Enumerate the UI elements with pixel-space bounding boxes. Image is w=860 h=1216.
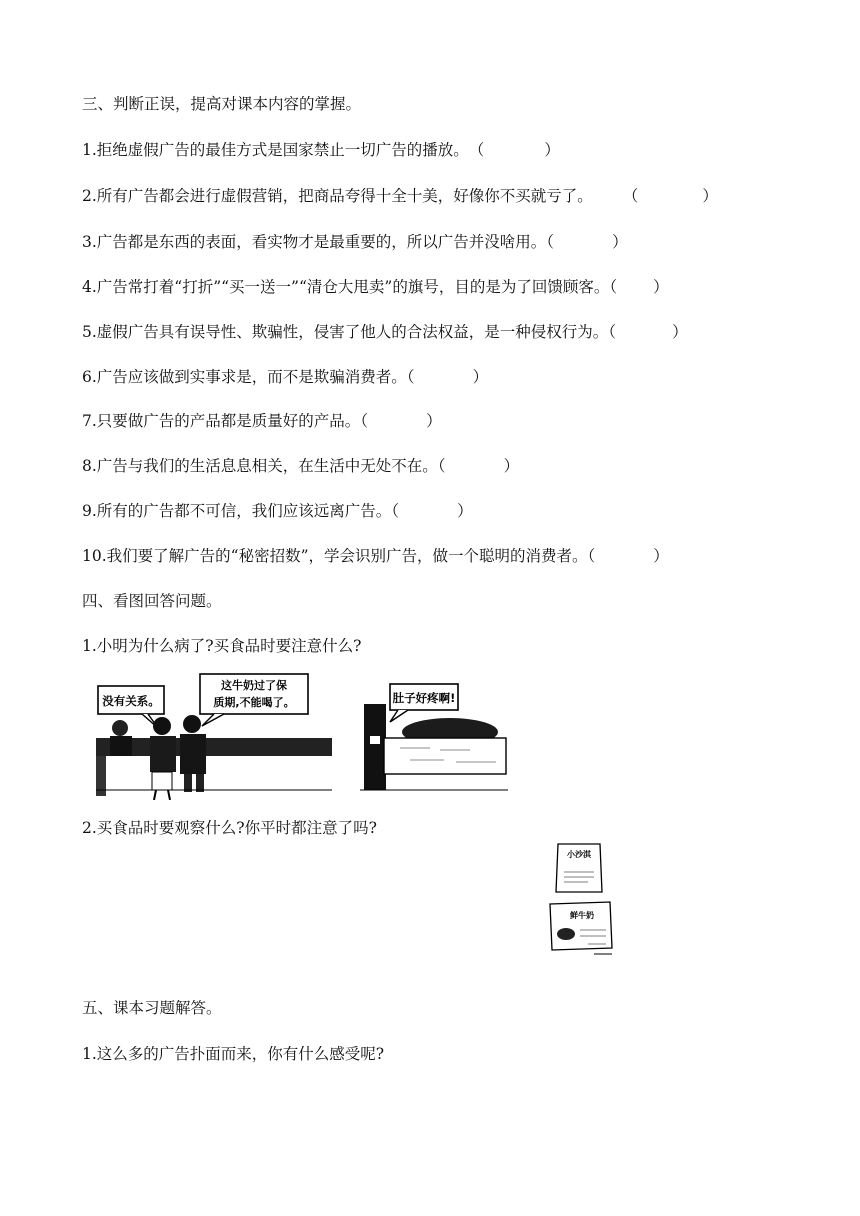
answer-open-paren: （: [546, 233, 555, 251]
question-item: [82, 277, 669, 297]
question-text: 10.我们要了解广告的“秘密招数”，学会识别广告，做一个聪明的消费者。: [82, 547, 588, 565]
question-item: [82, 501, 473, 521]
question-4-2: 2.买食品时要观察什么?你平时都注意了吗?: [82, 819, 377, 837]
question-item: [82, 411, 442, 431]
answer-close-paren: ）: [653, 547, 669, 565]
answer-open-paren: （: [437, 457, 446, 475]
package-snack-title: 小沙淇: [567, 850, 591, 859]
answer-close-paren: ）: [672, 323, 688, 341]
answer-open-paren: （: [622, 187, 639, 205]
question-text: 5.虚假广告具有误导性、欺骗性，侵害了他人的合法权益，是一种侵权行为。: [82, 323, 609, 341]
question-text: 2.所有广告都会进行虚假营销，把商品夸得十全十美，好像你不买就亏了。: [82, 187, 593, 205]
question-4-1: 1.小明为什么病了?买食品时要注意什么?: [82, 637, 362, 655]
question-5-1: 1.这么多的广告扑面而来，你有什么感受呢?: [82, 1045, 385, 1063]
question-item: [82, 232, 628, 252]
comic-panel-sick: [360, 676, 508, 792]
answer-open-paren: （: [587, 547, 596, 565]
answer-close-paren: ）: [472, 368, 489, 386]
answer-close-paren: ）: [612, 233, 628, 251]
answer-close-paren: ）: [457, 502, 473, 520]
section4-heading: 四、看图回答问题。: [82, 592, 222, 610]
answer-open-paren: （: [406, 368, 415, 386]
comic-panel-store: [96, 666, 332, 800]
bubble-stomach-ache: 肚子好疼啊!: [392, 691, 456, 705]
answer-close-paren: ）: [503, 457, 520, 475]
answer-open-paren: （: [468, 141, 485, 159]
package-milk-title: 鲜牛奶: [570, 911, 594, 920]
question-text: 3.广告都是东西的表面，看实物才是最重要的，所以广告并没啥用。: [82, 233, 547, 251]
cow-icon: [557, 928, 575, 940]
question-item: [82, 322, 688, 342]
question-text: 1.拒绝虚假广告的最佳方式是国家禁止一切广告的播放。: [82, 141, 469, 159]
answer-open-paren: （: [391, 502, 400, 520]
answer-close-paren: ）: [426, 412, 442, 430]
food-packages-illustration: [548, 842, 618, 958]
bubble-expired-line2: 质期,不能喝了。: [213, 696, 295, 709]
question-text: 8.广告与我们的生活息息相关，在生活中无处不在。: [82, 457, 438, 475]
question-text: 6.广告应该做到实事求是，而不是欺骗消费者。: [82, 368, 407, 386]
bubble-no-problem: 没有关系。: [102, 694, 160, 708]
section3-heading: 三、判断正误，提高对课本内容的掌握。: [82, 95, 362, 113]
bubble-expired-line1: 这牛奶过了保: [221, 679, 287, 692]
answer-close-paren: ）: [702, 187, 718, 205]
question-text: 9.所有的广告都不可信，我们应该远离广告。: [82, 502, 392, 520]
section5-heading: 五、课本习题解答。: [82, 999, 222, 1017]
question-item: [82, 140, 560, 160]
answer-open-paren: （: [360, 412, 369, 430]
question-item: [82, 186, 718, 206]
question-text: 4.广告常打着“打折”“买一送一”“清仓大甩卖”的旗号，目的是为了回馈顾客。: [82, 278, 610, 296]
answer-open-paren: （: [608, 323, 617, 341]
question-item: [82, 456, 519, 476]
question-item: [82, 367, 488, 387]
answer-close-paren: ）: [653, 278, 669, 296]
question-text: 7.只要做广告的产品都是质量好的产品。: [82, 412, 361, 430]
answer-close-paren: ）: [544, 141, 560, 159]
answer-open-paren: （: [609, 278, 618, 296]
question-item: [82, 546, 669, 566]
